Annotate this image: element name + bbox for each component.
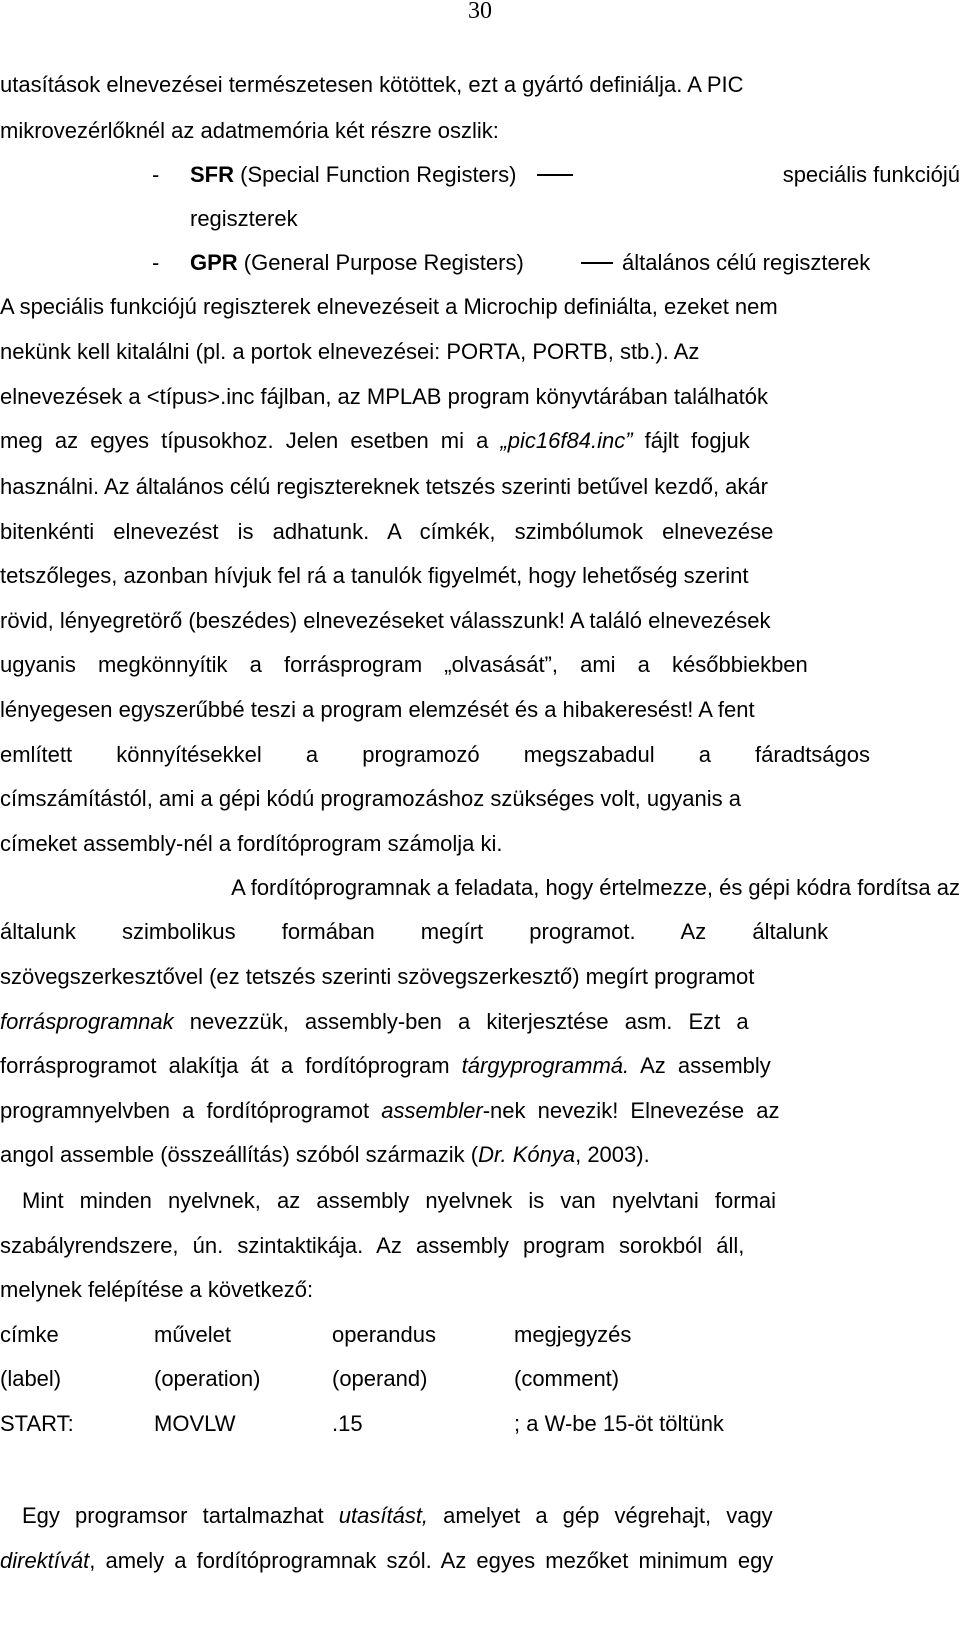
text-line: szabályrendszere, ún. szintaktikája. Az assembly program sorokból áll,	[0, 1233, 745, 1258]
text-line: általunk szimbolikus formában megírt programot. Az általunk	[0, 919, 829, 944]
list-item-gpr: - GPR (General Purpose Registers) általános célú regiszterek	[152, 250, 871, 275]
table-row: START: MOVLW .15 ; a W-be 15-öt töltünk	[0, 1411, 724, 1436]
term-gpr: GPR	[190, 250, 238, 275]
text-line: meg az egyes típusokhoz. Jelen esetben mi a „pic16f84.inc” fájlt fogjuk	[0, 428, 750, 453]
text-line: direktívát, amely a fordítóprogramnak szól. Az egyes mezőket minimum egy	[0, 1548, 774, 1573]
text-line: A speciális funkciójú regiszterek elnevezéseit a Microchip definiálta, ezeket nem	[0, 294, 778, 319]
text-line: angol assemble (összeállítás) szóból származik (Dr. Kónya, 2003).	[0, 1142, 650, 1167]
text-line: nekünk kell kitalálni (pl. a portok elnevezései: PORTA, PORTB, stb.). Az	[0, 339, 700, 364]
text-line: forrásprogramnak nevezzük, assembly-ben a kiterjesztése asm. Ezt a	[0, 1009, 749, 1034]
page-number: 30	[468, 0, 492, 24]
term-sfr: SFR	[190, 162, 234, 187]
text-line: forrásprogramot alakítja át a fordítóprogram tárgyprogrammá. Az assembly	[0, 1053, 771, 1078]
text-line: A fordítóprogramnak a feladata, hogy értelmezze, és gépi kódra fordítsa az	[231, 875, 960, 900]
text-line: Mint minden nyelvnek, az assembly nyelvnek is van nyelvtani formai	[22, 1188, 776, 1213]
text-line: mikrovezérlőknél az adatmemória két részre oszlik:	[0, 118, 499, 143]
text-line: szövegszerkesztővel (ez tetszés szerinti szövegszerkesztő) megírt programot	[0, 964, 755, 989]
em-dash	[537, 174, 573, 176]
text-line: tetszőleges, azonban hívjuk fel rá a tanulók figyelmét, hogy lehetőség szerint	[0, 563, 749, 588]
text-line: programnyelvben a fordítóprogramot assembler-nek nevezik! Elnevezése az	[0, 1098, 780, 1123]
list-item-sfr-cont: regiszterek	[190, 206, 298, 231]
list-item-sfr: - SFR (Special Function Registers) speciális funkciójú	[152, 162, 960, 187]
text-line: címeket assembly-nél a fordítóprogram számolja ki.	[0, 831, 503, 856]
text-line: használni. Az általános célú regisztereknek tetszés szerinti betűvel kezdő, akár	[0, 474, 768, 499]
text-line: Egy programsor tartalmazhat utasítást, amelyet a gép végrehajt, vagy	[22, 1503, 773, 1528]
table-row: címke művelet operandus megjegyzés	[0, 1322, 632, 1347]
text-line: lényegesen egyszerűbbé teszi a program elemzését és a hibakeresést! A fent	[0, 697, 755, 722]
text-line: elnevezések a <típus>.inc fájlban, az MPLAB program könyvtárában találhatók	[0, 384, 769, 409]
text-line: címszámítástól, ami a gépi kódú programozáshoz szükséges volt, ugyanis a	[0, 786, 742, 811]
text-line: utasítások elnevezései természetesen kötöttek, ezt a gyártó definiálja. A PIC	[0, 72, 744, 97]
em-dash	[581, 262, 613, 264]
table-row: (label) (operation) (operand) (comment)	[0, 1366, 620, 1391]
text-line: ugyanis megkönnyítik a forrásprogram „olvasását”, ami a későbbiekben	[0, 652, 808, 677]
text-line: említett könnyítésekkel a programozó megszabadul a fáradtságos	[0, 742, 871, 767]
text-line: bitenkénti elnevezést is adhatunk. A címkék, szimbólumok elnevezése	[0, 519, 774, 544]
text-line: melynek felépítése a következő:	[0, 1277, 314, 1302]
text-line: rövid, lényegretörő (beszédes) elnevezéseket válasszunk! A találó elnevezések	[0, 608, 771, 633]
